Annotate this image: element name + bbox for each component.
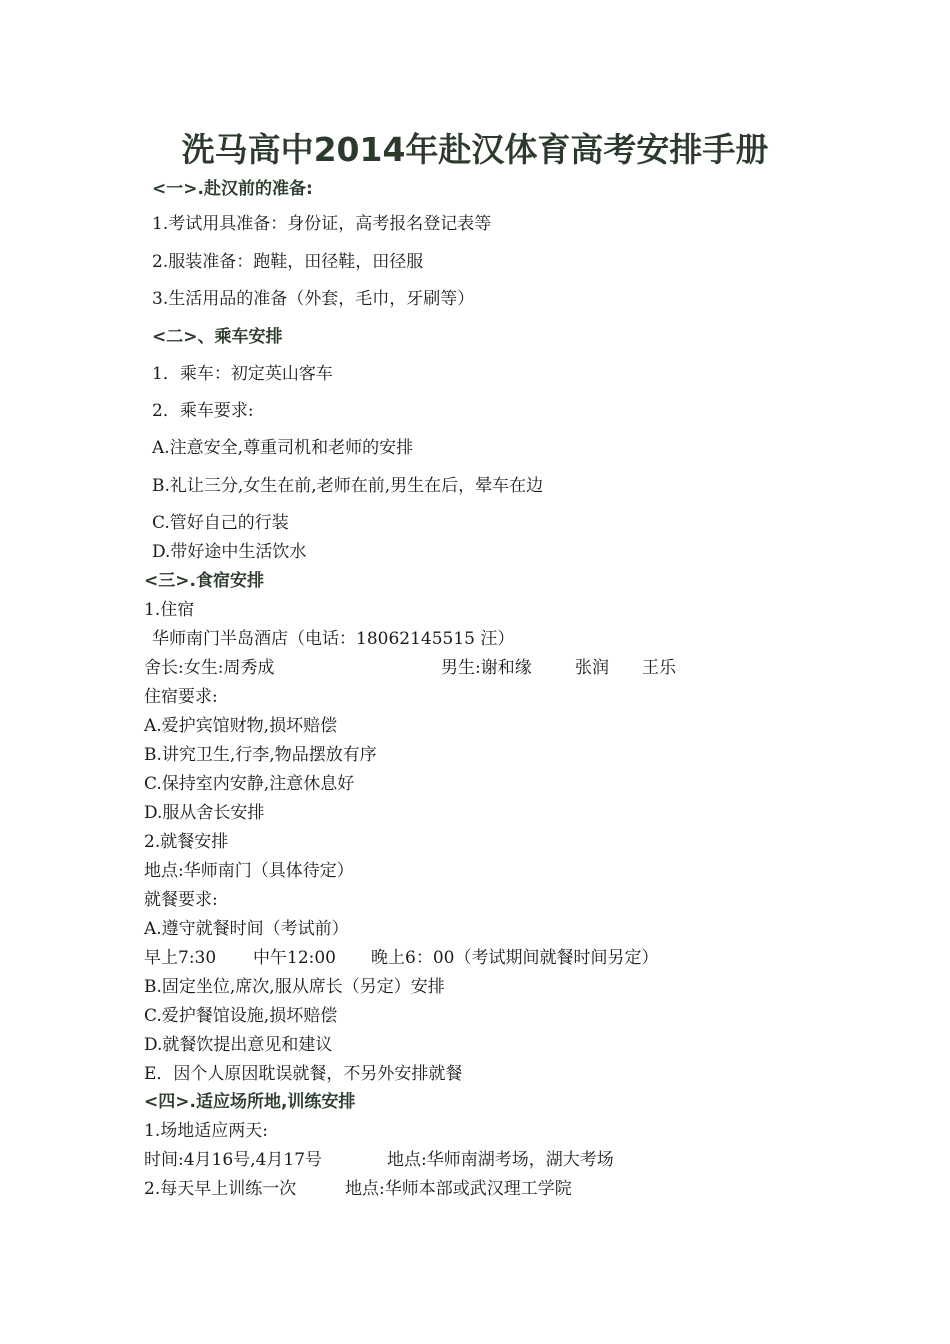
meal-time-lunch: 中午12:00 (253, 948, 336, 968)
list-item: C.管好自己的行装 (152, 513, 289, 533)
list-item: 1.考试用具准备：身份证，高考报名登记表等 (152, 214, 492, 234)
list-item: 3.生活用品的准备（外套，毛巾，牙刷等） (152, 289, 475, 309)
list-item: 1.场地适应两天: (144, 1121, 268, 1141)
list-item: B.讲究卫生,行李,物品摆放有序 (144, 745, 377, 765)
lodging-title: 1.住宿 (144, 600, 195, 620)
meal-time-breakfast: 早上7:30 (144, 948, 217, 968)
list-item: 2.每天早上训练一次 (144, 1179, 297, 1199)
list-item: B.固定坐位,席次,服从席长（另定）安排 (144, 977, 445, 997)
list-item: 1．乘车：初定英山客车 (152, 364, 333, 384)
dorm-leader-male: 男生:谢和缘 (441, 658, 532, 678)
hotel-info: 华师南门半岛酒店（电话：18062145515 汪） (152, 629, 515, 649)
list-item: C.保持室内安静,注意休息好 (144, 774, 355, 794)
dorm-leader-male-3: 王乐 (642, 658, 676, 678)
training-venue-2: 地点:华师本部或武汉理工学院 (345, 1179, 572, 1199)
list-item: D.带好途中生活饮水 (152, 542, 307, 562)
list-item: A.遵守就餐时间（考试前） (144, 919, 349, 939)
list-item: 2.服装准备：跑鞋，田径鞋，田径服 (152, 252, 424, 272)
section-heading-training: <四>.适应场所地,训练安排 (144, 1092, 356, 1112)
document-title: 洗马高中2014年赴汉体育高考安排手册 (181, 130, 769, 169)
list-item: E．因个人原因耽误就餐，不另外安排就餐 (144, 1064, 463, 1084)
list-item: D.服从舍长安排 (144, 803, 265, 823)
list-item: D.就餐饮提出意见和建议 (144, 1035, 333, 1055)
meal-time-dinner: 晚上6：00（考试期间就餐时间另定） (371, 948, 659, 968)
list-item: A.注意安全,尊重司机和老师的安排 (152, 438, 414, 458)
training-time: 时间:4月16号,4月17号 (144, 1150, 323, 1170)
section-heading-transport: <二>、乘车安排 (152, 327, 283, 347)
training-venue: 地点:华师南湖考场，湖大考场 (387, 1150, 614, 1170)
list-item: B.礼让三分,女生在前,老师在前,男生在后，晕车在边 (152, 476, 544, 496)
lodging-requirements-title: 住宿要求: (144, 687, 218, 707)
dorm-leader-female: 舍长:女生:周秀成 (144, 658, 275, 678)
dining-title: 2.就餐安排 (144, 832, 229, 852)
list-item: 2．乘车要求: (152, 401, 254, 421)
list-item: C.爱护餐馆设施,损坏赔偿 (144, 1006, 338, 1026)
section-heading-lodging-dining: <三>.食宿安排 (144, 571, 264, 591)
dining-place: 地点:华师南门（具体待定） (144, 861, 354, 881)
section-heading-preparation: <一>.赴汉前的准备: (152, 179, 313, 199)
dining-requirements-title: 就餐要求: (144, 890, 218, 910)
list-item: A.爱护宾馆财物,损坏赔偿 (144, 716, 338, 736)
dorm-leader-male-2: 张润 (575, 658, 609, 678)
